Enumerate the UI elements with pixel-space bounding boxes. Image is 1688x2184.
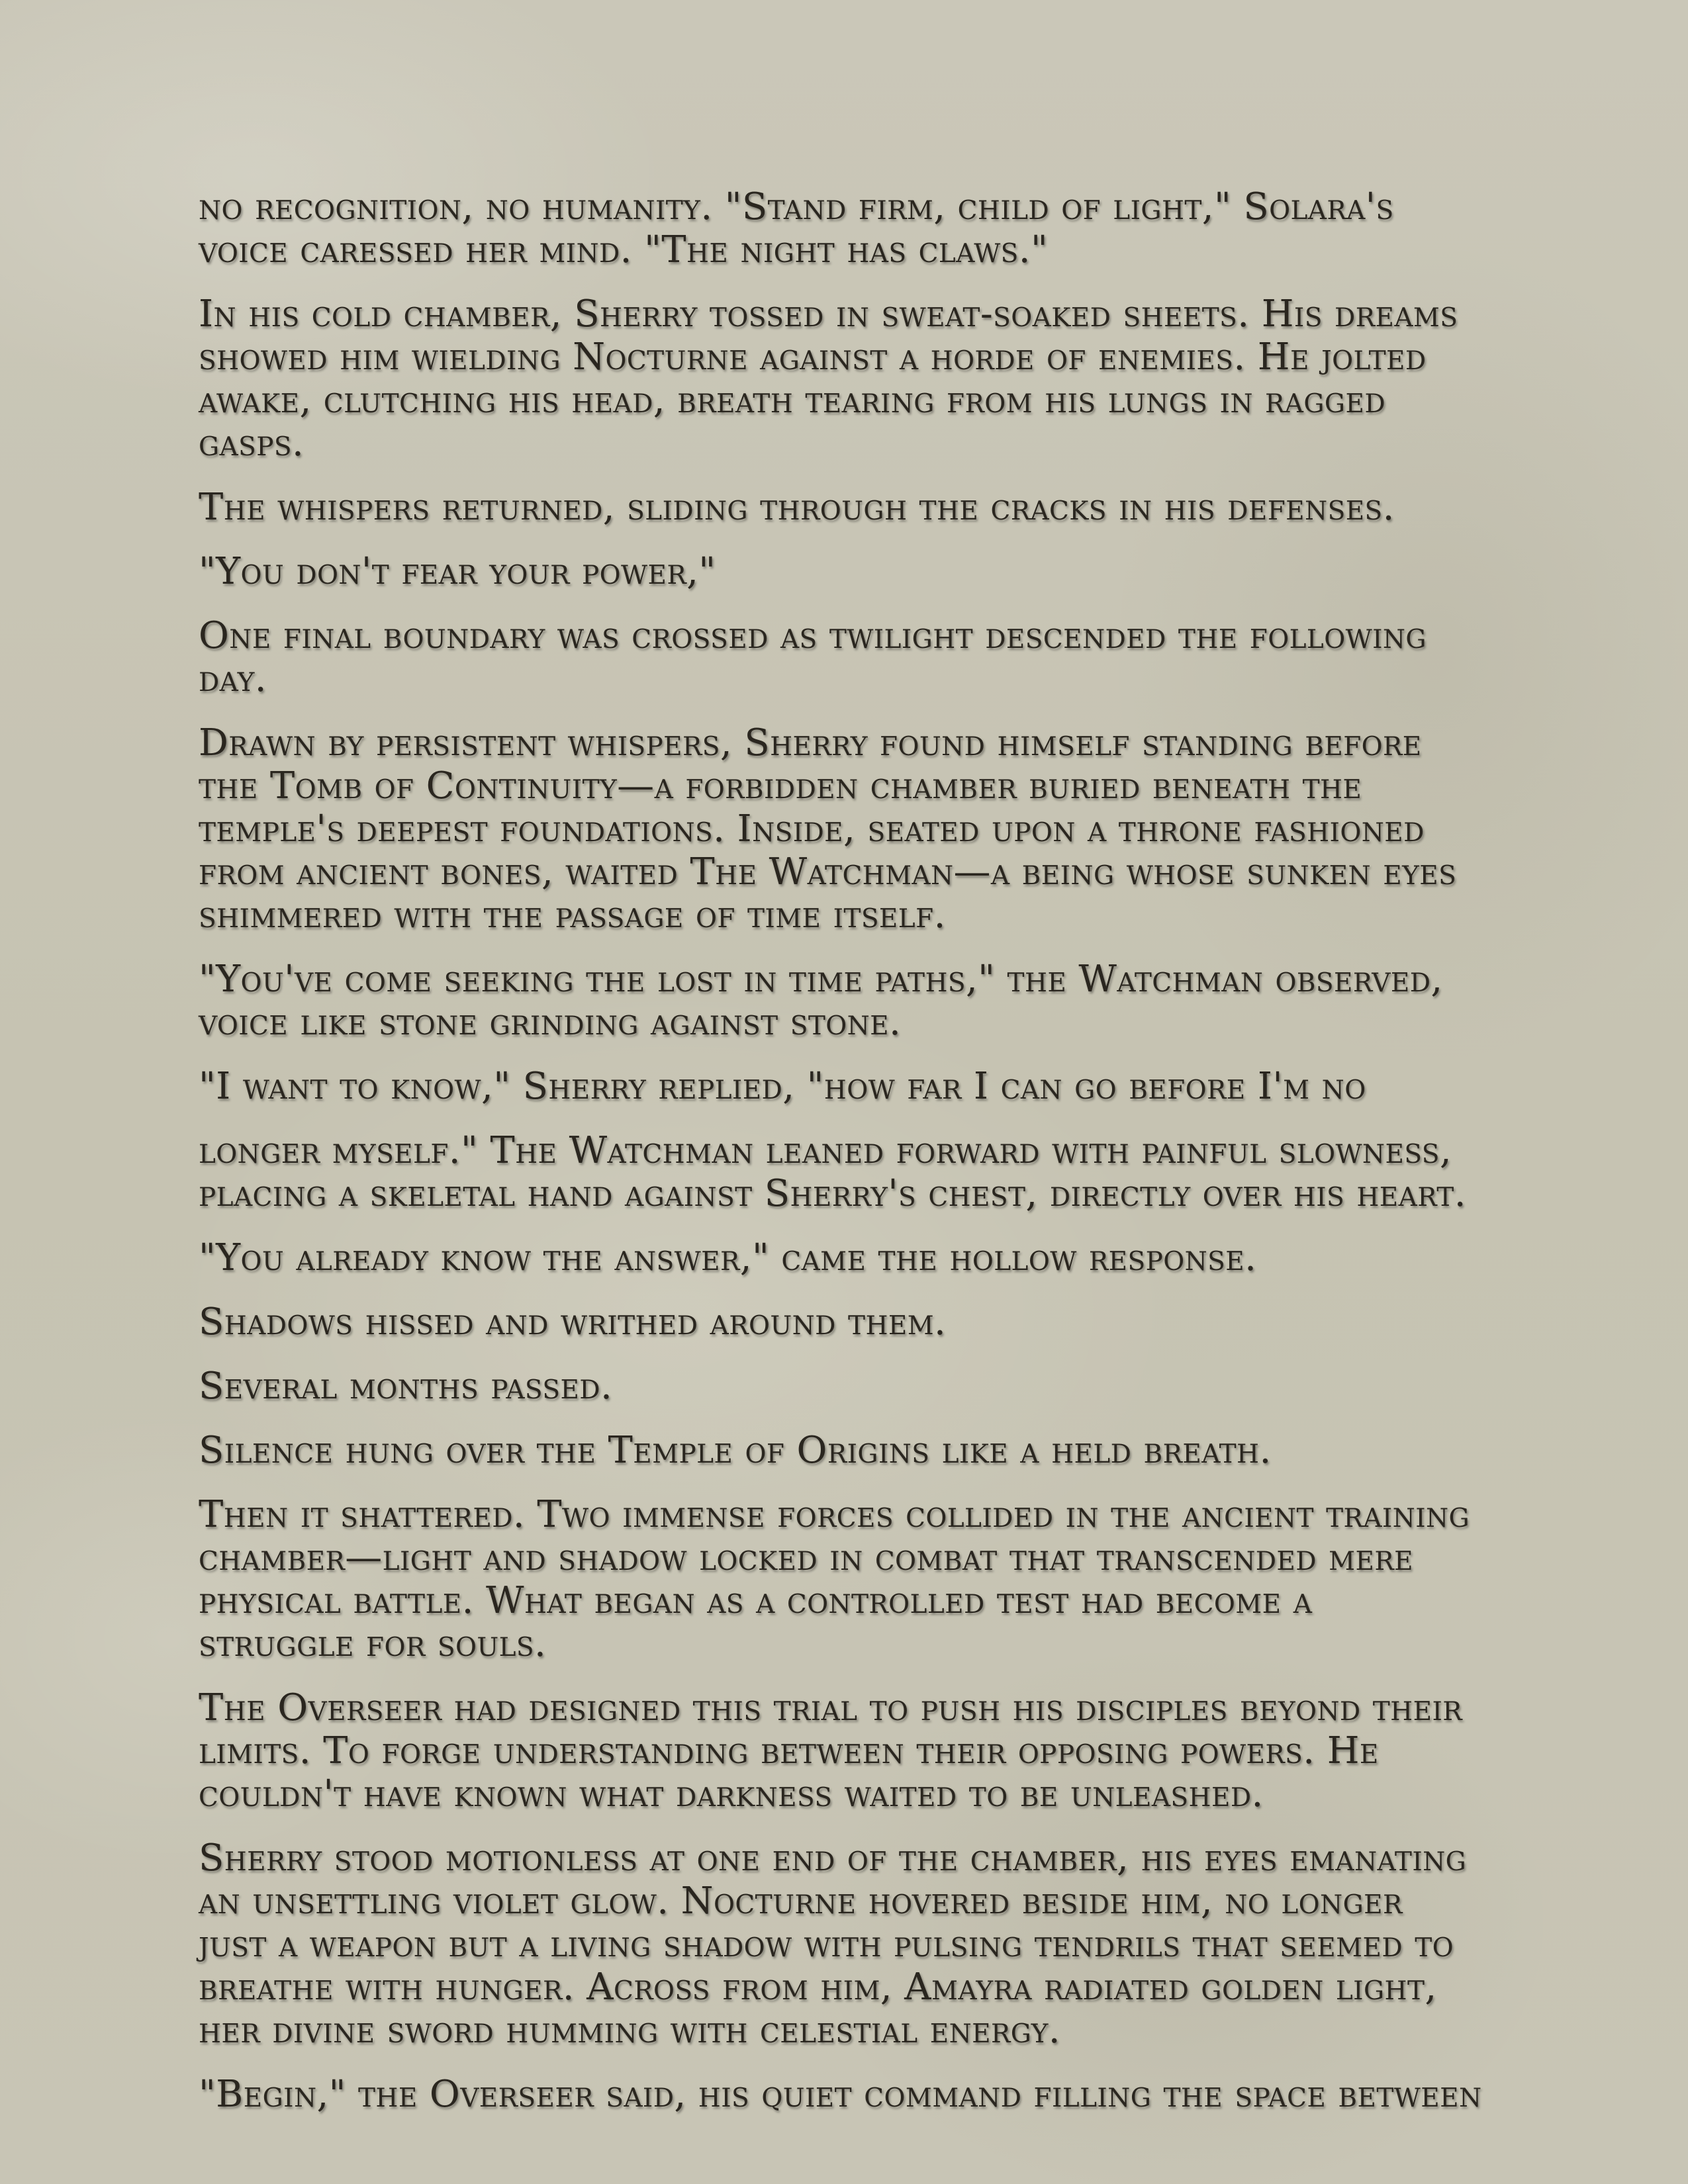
- text-line: Several months passed.: [199, 1365, 613, 1408]
- text-line: "I want to know," Sherry replied, "how far I can go before I'm no: [199, 1065, 1366, 1108]
- text-line: shimmered with the passage of time itself.: [199, 893, 946, 936]
- paragraph-8: [199, 1065, 1496, 1108]
- paragraph-2: [199, 293, 1496, 465]
- text-line: Silence hung over the Temple of Origins like a held breath.: [199, 1429, 1272, 1472]
- text-line: The whispers returned, sliding through the cracks in his defenses.: [199, 486, 1395, 529]
- text-line: couldn't have known what darkness waited to be unleashed.: [199, 1772, 1264, 1815]
- paragraph-12: [199, 1365, 1496, 1408]
- paragraph-7: [199, 958, 1496, 1044]
- text-line: One final boundary was crossed as twilight descended the following: [199, 614, 1427, 657]
- paragraph-17: [199, 2073, 1496, 2116]
- text-line: "Begin," the Overseer said, his quiet command filling the space between: [199, 2073, 1482, 2116]
- text-line: "You already know the answer," came the hollow response.: [199, 1236, 1257, 1279]
- paragraph-3: [199, 486, 1496, 529]
- text-line: awake, clutching his head, breath tearing from his lungs in ragged: [199, 379, 1386, 422]
- text-line: Sherry stood motionless at one end of the chamber, his eyes emanating: [199, 1837, 1467, 1880]
- paragraph-11: [199, 1300, 1496, 1343]
- text-line: the Tomb of Continuity—a forbidden chamber buried beneath the: [199, 764, 1362, 807]
- text-line: longer myself." The Watchman leaned forward with painful slowness,: [199, 1129, 1452, 1172]
- text-line: chamber—light and shadow locked in combat that transcended mere: [199, 1536, 1414, 1579]
- paragraph-14: [199, 1493, 1496, 1665]
- text-line: voice caressed her mind. "The night has claws.": [199, 228, 1049, 271]
- text-line: struggle for souls.: [199, 1622, 547, 1665]
- text-line: voice like stone grinding against stone.: [199, 1001, 902, 1044]
- paragraph-10: [199, 1236, 1496, 1279]
- text-line: "You've come seeking the lost in time paths," the Watchman observed,: [199, 958, 1443, 1001]
- paragraph-9: [199, 1129, 1496, 1215]
- paragraph-6: [199, 721, 1496, 936]
- text-line: no recognition, no humanity. "Stand firm, child of light," Solara's: [199, 185, 1394, 228]
- text-line: breathe with hunger. Across from him, Amayra radiated golden light,: [199, 1966, 1437, 2009]
- body-text: [199, 185, 1496, 2137]
- paragraph-16: [199, 1837, 1496, 2052]
- text-line: from ancient bones, waited The Watchman—a being whose sunken eyes: [199, 850, 1457, 893]
- text-line: In his cold chamber, Sherry tossed in sweat-soaked sheets. His dreams: [199, 293, 1458, 336]
- paragraph-5: [199, 614, 1496, 700]
- text-line: placing a skeletal hand against Sherry's chest, directly over his heart.: [199, 1172, 1466, 1215]
- paragraph-13: [199, 1429, 1496, 1472]
- text-line: temple's deepest foundations. Inside, seated upon a throne fashioned: [199, 807, 1425, 850]
- text-line: limits. To forge understanding between their opposing powers. He: [199, 1729, 1379, 1772]
- text-line: showed him wielding Nocturne against a horde of enemies. He jolted: [199, 336, 1427, 379]
- text-line: physical battle. What began as a controlled test had become a: [199, 1579, 1313, 1622]
- text-line: day.: [199, 657, 267, 700]
- text-line: The Overseer had designed this trial to push his disciples beyond their: [199, 1686, 1463, 1729]
- text-line: "You don't fear your power,": [199, 550, 716, 593]
- text-line: an unsettling violet glow. Nocturne hovered beside him, no longer: [199, 1880, 1403, 1923]
- text-line: her divine sword humming with celestial energy.: [199, 2009, 1060, 2052]
- text-line: Then it shattered. Two immense forces collided in the ancient training: [199, 1493, 1470, 1536]
- text-line: Drawn by persistent whispers, Sherry found himself standing before: [199, 721, 1422, 764]
- paragraph-4: [199, 550, 1496, 593]
- paragraph-15: [199, 1686, 1496, 1815]
- text-line: just a weapon but a living shadow with pulsing tendrils that seemed to: [199, 1923, 1454, 1966]
- text-line: Shadows hissed and writhed around them.: [199, 1300, 947, 1343]
- text-line: gasps.: [199, 422, 305, 465]
- paragraph-1: [199, 185, 1496, 271]
